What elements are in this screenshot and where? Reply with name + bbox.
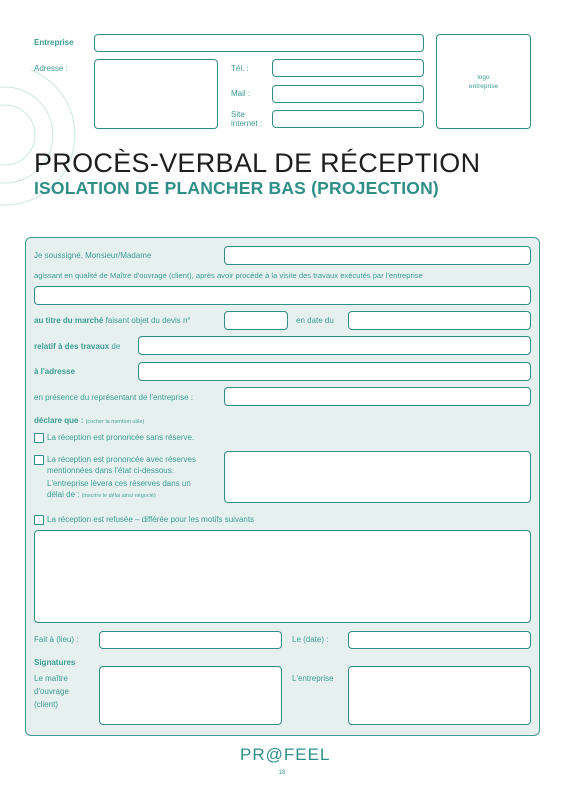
mail-label: Mail : (231, 89, 251, 98)
reserves-textarea[interactable] (224, 451, 531, 503)
owner-sig-label-line2: d'ouvrage (34, 687, 69, 696)
owner-sig-label-line3: (client) (34, 700, 59, 709)
quote-number-input[interactable] (224, 311, 288, 330)
phone-label: Tél. : (231, 64, 249, 73)
option-no-reserve-checkbox[interactable] (34, 433, 44, 443)
address-work-label: à l'adresse (34, 367, 76, 376)
mail-input[interactable] (272, 85, 424, 103)
place-input[interactable] (99, 631, 282, 649)
date-of-label: en date du (296, 316, 334, 325)
owner-signature-box[interactable] (99, 666, 282, 725)
signatures-heading: Signatures (34, 658, 76, 667)
undersigned-input[interactable] (224, 246, 531, 265)
contract-label-bold: au titre du marché (34, 316, 104, 325)
website-label-line1: Site (231, 110, 245, 119)
option-refused-label: La réception est refusée – différée pour les motifs suivants (47, 515, 255, 524)
contract-label-rest: faisant objet du devis n° (105, 316, 191, 325)
company-signature-box[interactable] (348, 666, 531, 725)
presence-label: en présence du représentant de l'entreprise : (34, 393, 193, 402)
delay-label: délai de : (47, 490, 80, 499)
company-name-input[interactable] (34, 286, 531, 305)
website-input[interactable] (272, 110, 424, 128)
date-input[interactable] (348, 631, 531, 649)
work-address-input[interactable] (138, 362, 531, 381)
logo-placeholder[interactable] (436, 34, 531, 129)
company-label: Entreprise (34, 38, 74, 47)
works-label (34, 342, 120, 352)
option-no-reserve-label: La réception est prononcée sans réserve. (47, 433, 195, 442)
brand-logo: PR@FEEL (240, 745, 331, 764)
option-refused-checkbox[interactable] (34, 515, 44, 525)
website-label-line2: internet : (231, 119, 263, 128)
date-label: Le (date) : (292, 635, 329, 644)
acting-label: agissant en qualité de Maître d'ouvrage (client), après avoir procédé à la visite des travaux exécutés par l'entreprise (34, 271, 423, 280)
works-label-bold: relatif à des travaux (34, 342, 110, 351)
option-with-reserve-line3: L'entreprise lèvera ces réserves dans un (47, 479, 191, 488)
works-input[interactable] (138, 336, 531, 355)
address-input[interactable] (94, 59, 218, 129)
done-at-label: Fait à (lieu) : (34, 635, 79, 644)
representative-input[interactable] (224, 387, 531, 406)
refusal-reasons-textarea[interactable] (34, 530, 531, 623)
page-number: 18 (278, 770, 286, 776)
undersigned-label: Je soussigné, Monsieur/Madame (34, 251, 152, 260)
delay-note: (inscrire le délai ainsi négocié) (81, 493, 156, 499)
logo-text-line1: logo (477, 74, 490, 81)
contract-label (34, 316, 191, 326)
quote-date-input[interactable] (348, 311, 531, 330)
company-sig-label: L'entreprise (292, 674, 334, 683)
works-label-rest: de (111, 342, 121, 351)
logo-text-line2: entreprise (469, 83, 498, 90)
page-title: PROCÈS-VERBAL DE RÉCEPTION (34, 148, 481, 178)
option-with-reserve-line1: La réception est prononcée avec réserves (47, 455, 196, 464)
owner-sig-label-line1: Le maître (34, 674, 68, 683)
phone-input[interactable] (272, 59, 424, 77)
option-with-reserve-line2: mentionnées dans l'état ci-dessous. (47, 466, 174, 475)
company-input[interactable] (94, 34, 424, 52)
declares-note: (cocher la mention utile) (85, 419, 145, 425)
page-subtitle: ISOLATION DE PLANCHER BAS (PROJECTION) (34, 178, 439, 198)
declares-label-bold: déclare que : (34, 416, 84, 425)
declares-label (34, 416, 144, 427)
option-with-reserve-line4 (47, 490, 156, 501)
address-label: Adresse : (34, 64, 68, 73)
option-with-reserve-checkbox[interactable] (34, 455, 44, 465)
